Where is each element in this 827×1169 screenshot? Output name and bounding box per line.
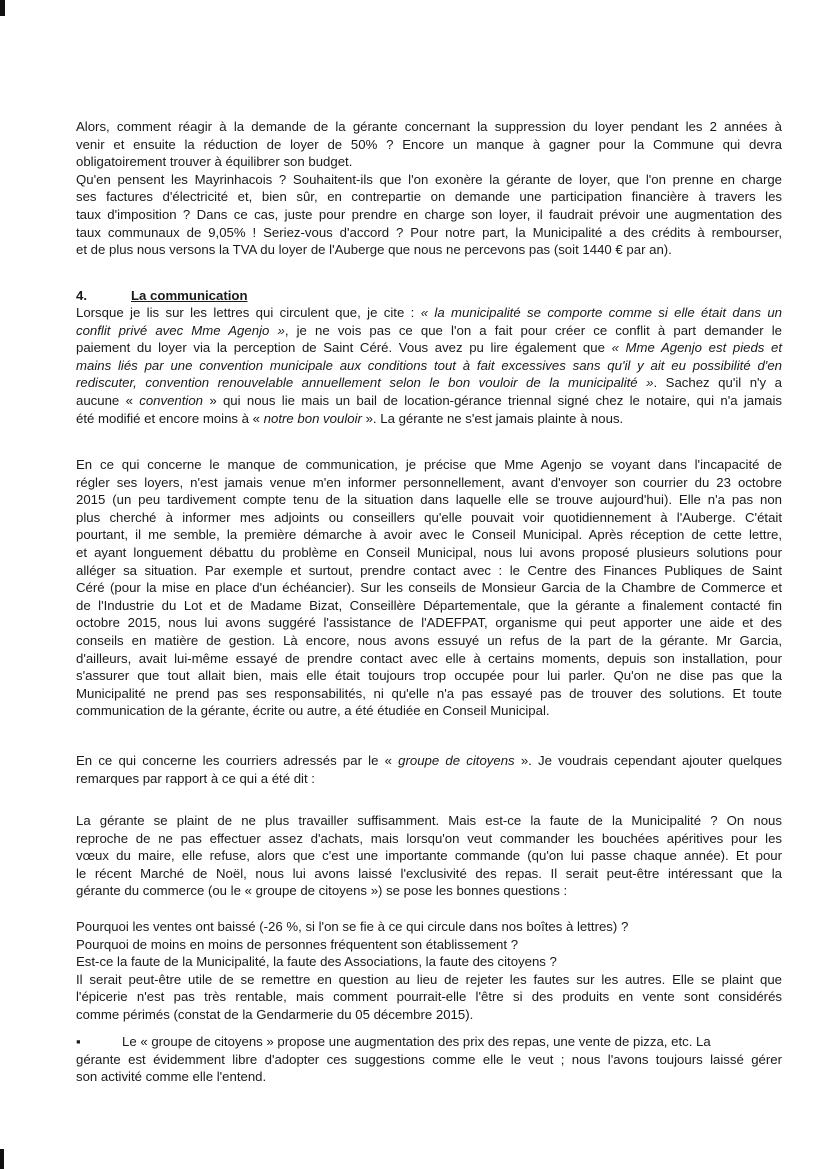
quote-run: rediscuter, convention renouvelable annuellement selon le bon vouloir de la municipalité » — [76, 375, 654, 391]
text-line: alléger sa situation. Par exemple et surtout, prendre contact avec : le Centre des Finances Publiques de Saint — [76, 562, 782, 578]
bullet-icon: ▪ — [76, 1034, 81, 1049]
text-run: ». Je voudrais cependant ajouter quelques — [514, 753, 783, 768]
text-line — [76, 752, 782, 770]
section-heading — [76, 287, 782, 305]
text-line: remarques par rapport à ce qui a été dit : — [76, 770, 315, 786]
text-line — [76, 304, 782, 322]
text-line: s'assurer que tout allait bien, mais elle était toujours trop occupée pour lui parler. Qu'on ne dise pas que la — [76, 668, 782, 684]
text-line: de l'Industrie du Lot et de Madame Bizat, Conseillère Départementale, que la gérante a finalement contacté fin — [76, 597, 782, 613]
paragraph-communication — [76, 304, 782, 427]
text-run: Lorsque je lis sur les lettres qui circulent que, je cite : — [76, 305, 421, 320]
text-line: et de plus nous versons la TVA du loyer de l'Auberge que nous ne percevons pas (soit 1440 € par an). — [76, 242, 672, 258]
section-number: 4. — [76, 288, 87, 303]
text-line — [76, 374, 782, 392]
text-line: mains liés par une convention municipale aux conditions tout à fait excessives sans qu'il y ait eu possibilité d'en — [76, 357, 782, 373]
text-line: Municipalité ne prend pas ses responsabilités, ni qu'elle n'a pas essayé pas de trouver des solutions. Et toute — [76, 685, 782, 701]
text-line: octobre 2015, nous lui avons suggéré l'assistance de l'ADEFPAT, organisme qui peut apporter une aide et des — [76, 615, 782, 631]
text-line: 2015 (un peu tardivement compte tenu de la situation dans laquelle elle se trouve aujourd'hui). Elle n'a pas non — [76, 492, 782, 508]
text-line: La gérante se plaint de ne plus travailler suffisamment. Mais est-ce la faute de la Municipalité ? On nous — [76, 813, 782, 828]
text-line: régler ses loyers, n'est jamais venue m'en informer personnellement, avant d'envoyer son courrier du 23 octobre — [76, 474, 782, 490]
text-run: » qui nous lie mais un bail de location-gérance triennal signé chez le notaire, qui n'a jamais — [203, 392, 782, 408]
text-line — [76, 410, 782, 428]
text-line: Alors, comment réagir à la demande de la gérante concernant la suppression du loyer pendant les 2 années à — [76, 119, 782, 134]
paragraph-gerante-plainte — [76, 812, 782, 900]
text-line: l'épicerie n'est pas très rentable, mais comment pourrait-elle l'être si des produits en vente sont considérés — [76, 989, 782, 1005]
paragraph-manque-communication — [76, 456, 782, 720]
text-line: Qu'en pensent les Mayrinhacois ? Souhaitent-ils que l'on exonère la gérante de loyer, que l'on prenne en charge — [76, 171, 782, 187]
text-line — [76, 322, 782, 340]
text-line: pourtant, il me semble, la première démarche à avoir avec le Conseil Municipal. Après réception de cette lettre, — [76, 527, 782, 543]
paragraph-bullet-suggestions — [76, 1033, 782, 1086]
text-line: obligatoirement trouver à équilibrer son budget. — [76, 154, 353, 170]
text-line: reproche de ne pas effectuer assez d'achats, mais lorsqu'on veut commander les bouchées apéritives pour les — [76, 830, 782, 846]
scan-corner-mark — [0, 0, 5, 16]
section-title: La communication — [131, 288, 248, 303]
paragraph-courriers — [76, 752, 782, 787]
text-line: comme périmés (constat de la Gendarmerie du 05 décembre 2015). — [76, 1006, 474, 1022]
text-line: Céré (pour la mise en place d'un échéancier). Sur les conseils de Monsieur Garcia de la Chambre de Commerce et — [76, 580, 782, 596]
text-line — [76, 339, 782, 357]
paragraph-questions — [76, 918, 782, 1024]
text-run: En ce qui concerne les courriers adressés par le « — [76, 753, 399, 768]
text-line: taux d'imposition ? Dans ce cas, juste pour prendre en charge son loyer, il faudrait prévoir une augmentation des — [76, 206, 782, 222]
quote-run: conflit privé avec Mme Agenjo » — [76, 322, 285, 338]
text-run: Le « groupe de citoyens » propose une augmentation des prix des repas, une vente de pizza, etc. La — [122, 1034, 711, 1049]
text-line: Pourquoi les ventes ont baissé (-26 %, si l'on se fie à ce qui circule dans nos boîtes à lettres) ? — [76, 919, 629, 934]
text-line: d'ailleurs, avait lui-même essayé de prendre contact avec elle à certains moments, depuis son installation, pour — [76, 650, 782, 666]
text-line: gérante est évidemment libre d'adopter ces suggestions comme elle le veut ; nous l'avons toujours laissé gérer — [76, 1051, 782, 1067]
text-line: et ayant longuement débattu du problème en Conseil Municipal, nous lui avons proposé plusieurs solutions pour — [76, 544, 782, 560]
text-line: Il serait peut-être utile de se remettre en question au lieu de rejeter les fautes sur les autres. Elle se plaint que — [76, 971, 782, 987]
quote-run: notre bon vouloir — [263, 410, 362, 426]
text-line: Est-ce la faute de la Municipalité, la faute des Associations, la faute des citoyens ? — [76, 954, 557, 970]
quote-run: « Mme Agenjo est pieds et — [611, 340, 783, 356]
text-run: . Sachez qu'il n'y a — [653, 375, 782, 391]
text-line: le récent Marché de Noël, nous lui avons laissé l'exclusivité des repas. Il serait peut-être intéressant que la — [76, 865, 782, 881]
text-line: Pourquoi de moins en moins de personnes fréquentent son établissement ? — [76, 936, 519, 952]
quote-run: « la municipalité se comporte comme si elle était dans un — [420, 305, 782, 320]
text-line: gérante du commerce (ou le « groupe de citoyens ») se pose les bonnes questions : — [76, 883, 568, 899]
text-line: son activité comme elle l'entend. — [76, 1069, 267, 1085]
quote-run: convention — [139, 392, 204, 408]
text-line: En ce qui concerne le manque de communication, je précise que Mme Agenjo se voyant dans l'incapacité de — [76, 457, 782, 472]
text-run: paiement du loyer via la perception de Saint Céré. Vous avez pu lire également que — [76, 340, 612, 356]
text-run: été modifié et encore moins à « — [76, 410, 264, 426]
text-line: venir et ensuite la réduction de loyer de 50% ? Encore un manque à gagner pour la Commune qui devra — [76, 136, 782, 152]
text-line: plus cherché à informer mes adjoints ou conseillers qu'elle pouvait voir quotidiennement à l'Auberge. C'était — [76, 509, 782, 525]
text-run: ». La gérante ne s'est jamais plainte à nous. — [361, 410, 624, 426]
text-line: ses factures d'électricité et, bien sûr, en contrepartie on demande une participation financière à travers les — [76, 189, 782, 205]
quote-run: groupe de citoyens — [398, 753, 515, 768]
text-line: vœux du maire, elle refuse, alors que c'est une importante commande (qu'on lui passe chaque année). Et pour — [76, 848, 782, 864]
text-run: aucune « — [76, 392, 140, 408]
text-line: communication de la gérante, écrite ou autre, a été étudiée en Conseil Municipal. — [76, 703, 550, 719]
text-line — [76, 392, 782, 410]
scan-edge-mark — [0, 1149, 4, 1169]
text-line: conseils en matière de gestion. Là encore, nous avons essuyé un refus de la part de la gérante. Mr Garcia, — [76, 632, 782, 648]
text-run: , je ne vois pas ce que l'on a fait pour créer ce conflit à part demander le — [284, 322, 783, 338]
text-line — [76, 1033, 782, 1051]
paragraph-loyer — [76, 118, 782, 259]
text-line: taux communaux de 9,05% ! Seriez-vous d'accord ? Pour notre part, la Municipalité a des crédits à rembourser, — [76, 224, 782, 240]
